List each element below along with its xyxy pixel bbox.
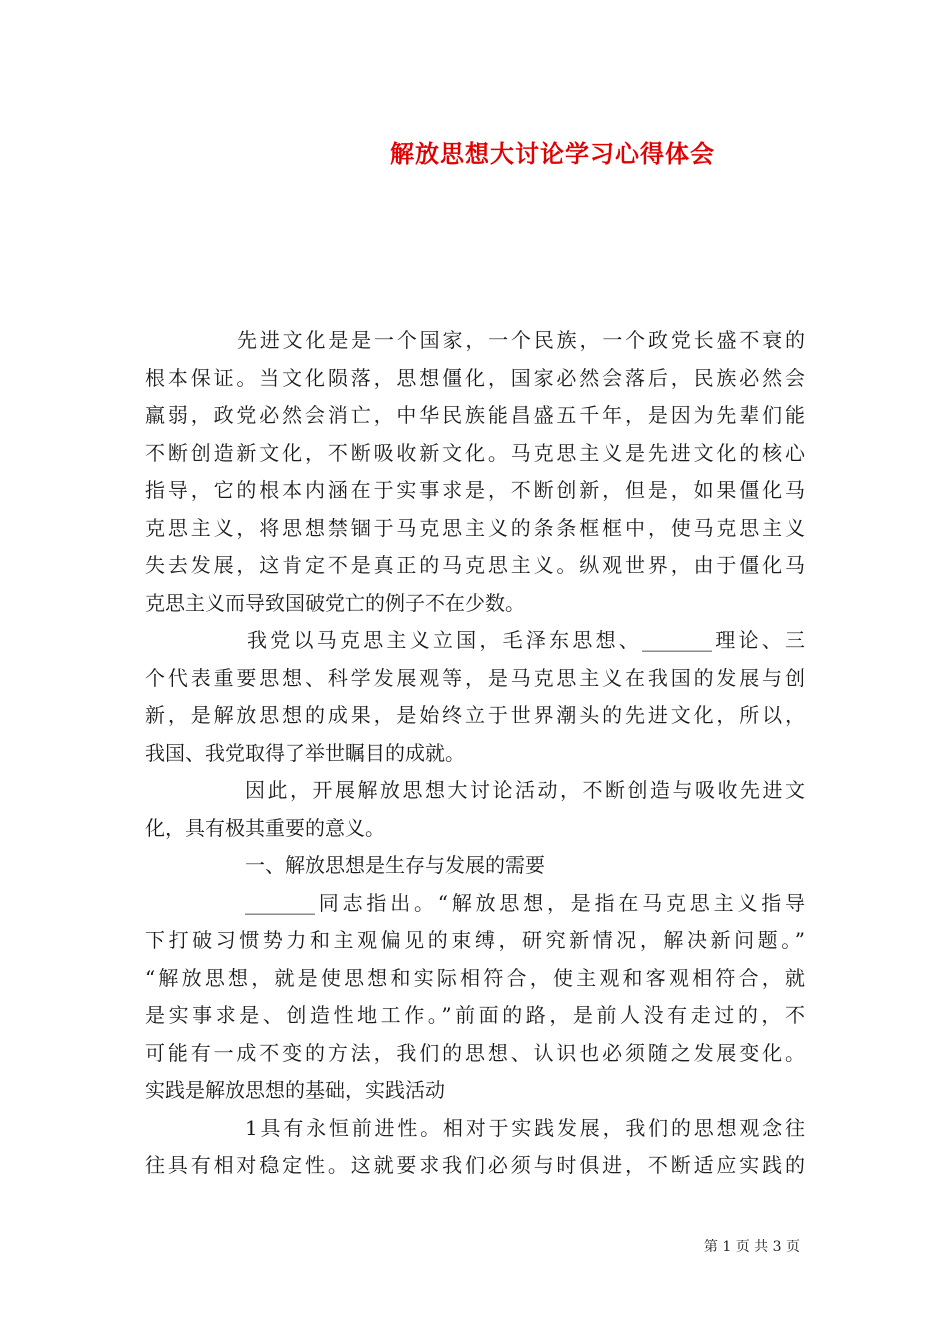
- text-line: 一、解放思想是生存与发展的需要: [245, 853, 545, 877]
- text-line: 克思主义，将思想禁锢于马克思主义的条条框框中，使马克思主义: [145, 515, 805, 540]
- text-line: 是实事求是、创造性地工作。”前面的路，是前人没有走过的，不: [145, 1003, 805, 1027]
- document-body: [145, 322, 805, 1185]
- document-title: 解放思想大讨论学习心得体会: [390, 139, 715, 168]
- text-line: 1具有永恒前进性。相对于实践发展，我们的思想观念往: [245, 1115, 805, 1140]
- text-line: 指导，它的根本内涵在于实事求是，不断创新，但是，如果僵化马: [145, 478, 805, 502]
- text-line: 化，具有极其重要的意义。: [145, 815, 385, 840]
- text-line: 根本保证。当文化陨落，思想僵化，国家必然会落后，民族必然会: [145, 365, 805, 390]
- text-line: 新，是解放思想的成果，是始终立于世界潮头的先进文化，所以，: [145, 703, 805, 727]
- text-line: 羸弱，政党必然会消亡，中华民族能昌盛五千年，是因为先辈们能: [145, 403, 805, 427]
- text-line: “解放思想，就是使思想和实际相符合，使主观和客观相符合，就: [145, 965, 805, 990]
- text-line: 因此，开展解放思想大讨论活动，不断创造与吸收先进文: [245, 778, 805, 802]
- text-line: _______同志指出。“解放思想，是指在马克思主义指导: [245, 890, 805, 915]
- text-line: 不断创造新文化，不断吸收新文化。马克思主义是先进文化的核心: [145, 440, 805, 465]
- text-line: 失去发展，这肯定不是真正的马克思主义。纵观世界，由于僵化马: [145, 553, 805, 577]
- text-line: 实践是解放思想的基础，实践活动: [145, 1078, 445, 1102]
- text-line: 我党以马克思主义立国，毛泽东思想、_______理论、三: [247, 628, 805, 652]
- text-line: 往具有相对稳定性。这就要求我们必须与时俱进，不断适应实践的: [145, 1153, 805, 1177]
- text-line: 可能有一成不变的方法，我们的思想、认识也必须随之发展变化。: [145, 1040, 805, 1065]
- text-line: 下打破习惯势力和主观偏见的束缚，研究新情况，解决新问题。”: [145, 928, 805, 952]
- text-line: 个代表重要思想、科学发展观等，是马克思主义在我国的发展与创: [145, 665, 805, 690]
- text-line: 先进文化是是一个国家，一个民族，一个政党长盛不衰的: [237, 328, 805, 352]
- text-line: 克思主义而导致国破党亡的例子不在少数。: [145, 590, 525, 615]
- text-line: 我国、我党取得了举世瞩目的成就。: [145, 740, 465, 765]
- page-footer: 第 1 页 共 3 页: [703, 1239, 800, 1255]
